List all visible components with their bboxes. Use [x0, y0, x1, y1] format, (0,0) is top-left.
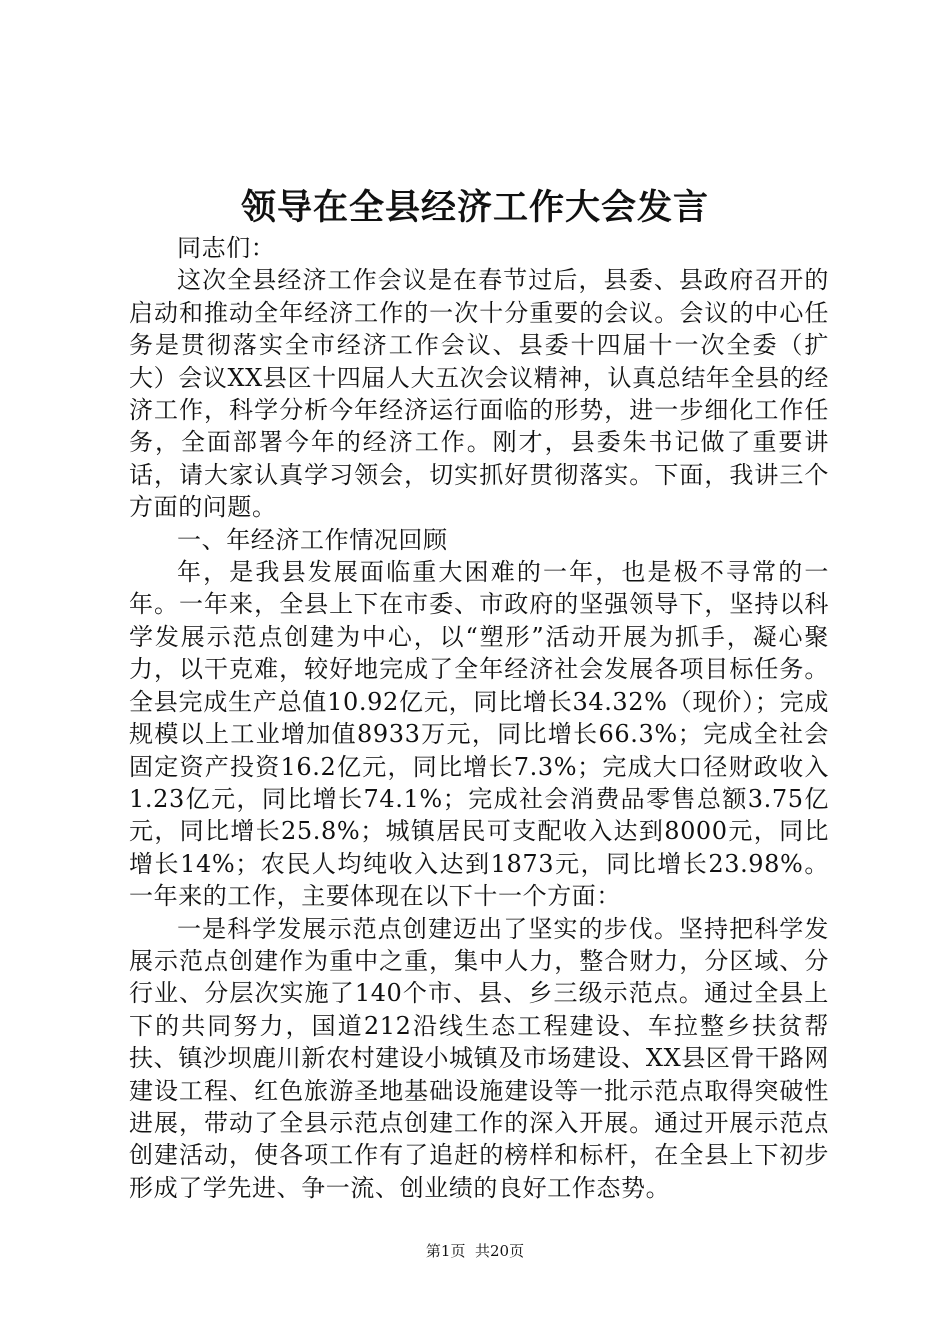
salutation-paragraph: 同志们：	[177, 234, 276, 262]
intro-paragraph: 这次全县经济工作会议是在春节过后，县委、县政府召开的启动和推动全年经济工作的一次十分重要的会议。会议的中心任务是贯彻落实全市经济工作会议、县委十四届十一次全委（扩大）会议XX县区十四届人大五次会议精神，认真总结年全县的经济工作，科学分析今年经济运行面临的形势，进一步细化工作任务，全面部署今年的经济工作。刚才，县委朱书记做了重要讲话，请大家认真学习领会，切实抓好贯彻落实。下面，我讲三个方面的问题。	[129, 266, 829, 522]
document-body	[129, 232, 829, 1204]
page-total: 共20页	[475, 1242, 525, 1260]
demonstration-paragraph: 一是科学发展示范点创建迈出了坚实的步伐。坚持把科学发展示范点创建作为重中之重，集中人力，整合财力，分区域、分行业、分层次实施了140个市、县、乡三级示范点。通过全县上下的共同努力，国道212沿线生态工程建设、车拉整乡扶贫帮扶、镇沙坝鹿川新农村建设小城镇及市场建设、XX县区骨干路网建设工程、红色旅游圣地基础设施建设等一批示范点取得突破性进展，带动了全县示范点创建工作的深入开展。通过开展示范点创建活动，使各项工作有了追赶的榜样和标杆，在全县上下初步形成了学先进、争一流、创业绩的良好工作态势。	[129, 914, 829, 1202]
section-heading: 一、年经济工作情况回顾	[177, 525, 448, 554]
page-footer	[0, 1241, 950, 1261]
document-title: 领导在全县经济工作大会发言	[240, 187, 709, 228]
page-number: 第1页	[425, 1242, 466, 1260]
review-paragraph: 年，是我县发展面临重大困难的一年，也是极不寻常的一年。一年来，全县上下在市委、市政府的坚强领导下，坚持以科学发展示范点创建为中心，以“塑形”活动开展为抓手，凝心聚力，以干克难，较好地完成了全年经济社会发展各项目标任务。全县完成生产总值10.92亿元，同比增长34.32%（现价）；完成规模以上工业增加值8933万元，同比增长66.3%；完成全社会固定资产投资16.2亿元，同比增长7.3%；完成大口径财政收入1.23亿元，同比增长74.1%；完成社会消费品零售总额3.75亿元，同比增长25.8%；城镇居民可支配收入达到8000元，同比增长14%；农民人均纯收入达到1873元，同比增长23.98%。一年来的工作，主要体现在以下十一个方面：	[129, 558, 829, 911]
